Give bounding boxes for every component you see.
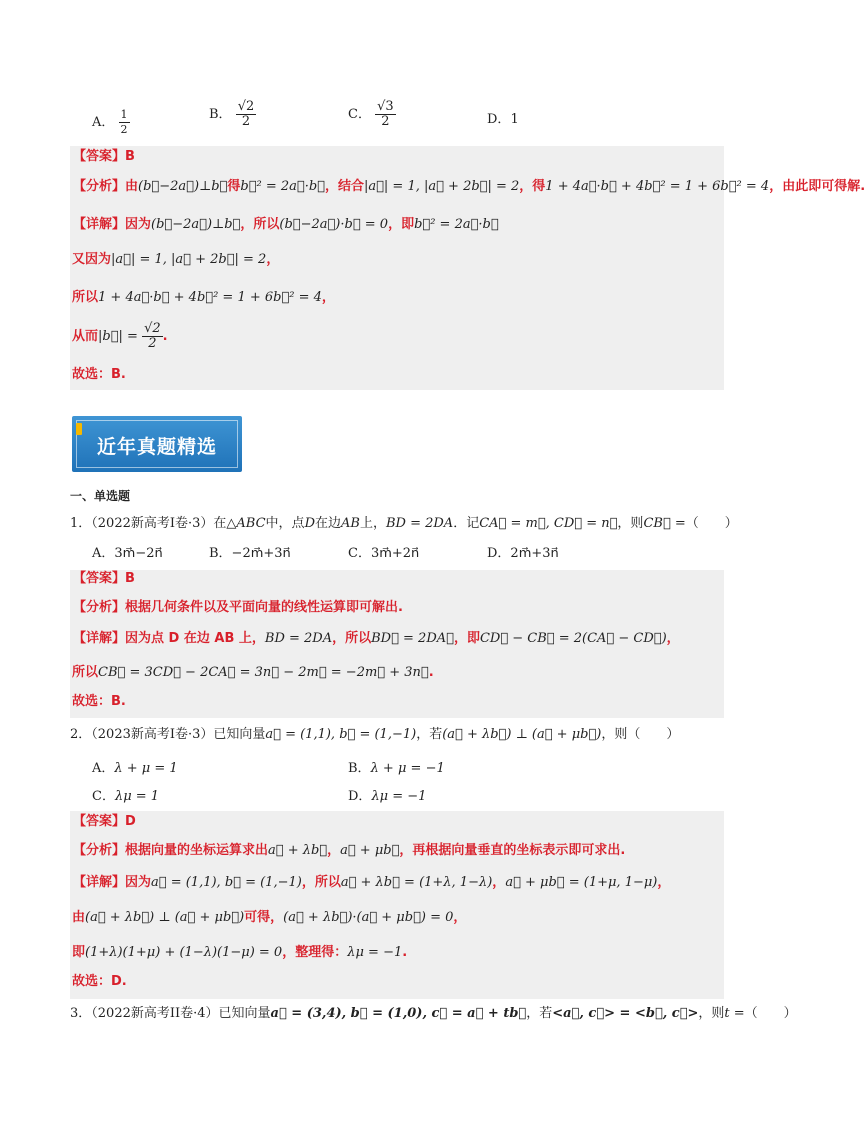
choice-line: 故选：D.	[72, 974, 127, 989]
option-a: A．λ + μ = 1	[92, 761, 178, 776]
question-2: 2．（2023新高考I卷·3）已知向量a⃗ = (1,1), b⃗ = (1,−1)，若(a⃗ + λb⃗) ⊥ (a⃗ + μb⃗)，则（ ）	[70, 727, 680, 742]
option-d: D．λμ = −1	[348, 789, 427, 804]
detail-line: 【详解】因为点 D 在边 AB 上，BD = 2DA，所以BD⃗ = 2DA⃗，即CD⃗ − CB⃗ = 2(CA⃗ − CD⃗)，	[73, 631, 680, 646]
analysis-line: 【分析】根据向量的坐标运算求出a⃗ + λb⃗，a⃗ + μb⃗，再根据向量垂直的坐标表示即可求出.	[73, 843, 626, 858]
option-c: C． $\frac{√3}{2}$	[348, 99, 394, 129]
answer-line: 【答案】D	[73, 814, 136, 829]
detail-line: 又因为|a⃗| = 1, |a⃗ + 2b⃗| = 2，	[72, 252, 280, 267]
option-d: D．1	[487, 112, 519, 127]
option-b: B．−2m⃗+3n⃗	[209, 546, 291, 561]
section-heading: 近年真题精选	[72, 416, 242, 472]
option-b: B． $\frac{√2}{2}$	[209, 99, 255, 129]
choice-line: 故选：B.	[72, 694, 126, 709]
analysis-line: 【分析】根据几何条件以及平面向量的线性运算即可解出.	[73, 600, 403, 615]
option-c: C．λμ = 1	[92, 789, 160, 804]
fraction: $\frac{√2}{2}$	[144, 321, 161, 351]
fraction: $\frac{√3}{2}$	[377, 99, 394, 129]
detail-line: 所以CB⃗ = 3CD⃗ − 2CA⃗ = 3n⃗ − 2m⃗ = −2m⃗ + 3n⃗.	[72, 665, 434, 680]
choice-line: 故选：B.	[72, 367, 126, 382]
question-3: 3．（2022新高考II卷·4）已知向量a⃗ = (3,4), b⃗ = (1,0), c⃗ = a⃗ + tb⃗，若<a⃗, c⃗> = <b⃗, c⃗>，则t =（ ）	[70, 1006, 797, 1021]
option-b: B．λ + μ = −1	[348, 761, 445, 776]
detail-line: 由(a⃗ + λb⃗) ⊥ (a⃗ + μb⃗)可得，(a⃗ + λb⃗)·(a⃗ + μb⃗) = 0，	[72, 910, 467, 925]
detail-line: 【详解】因为(b⃗−2a⃗)⊥b⃗，所以(b⃗−2a⃗)·b⃗ = 0，即b⃗² = 2a⃗·b⃗	[73, 217, 499, 232]
option-a: A． $\frac{1}{2}$	[92, 108, 128, 136]
detail-line: 即(1+λ)(1+μ) + (1−λ)(1−μ) = 0，整理得：λμ = −1.	[72, 945, 408, 960]
section-label: 一、单选题	[70, 489, 131, 503]
analysis-line: 【分析】由(b⃗−2a⃗)⊥b⃗得b⃗² = 2a⃗·b⃗，结合|a⃗| = 1, |a⃗ + 2b⃗| = 2，得1 + 4a⃗·b⃗ + 4b⃗² = 1 + 6b⃗² = 4，由此即可得解.	[73, 179, 865, 194]
fraction: $\frac{√2}{2}$	[237, 99, 255, 129]
answer-line: 【答案】B	[73, 149, 135, 164]
question-1: 1．（2022新高考I卷·3）在△ABC中，点D在边AB上，BD = 2DA．记CA⃗ = m⃗, CD⃗ = n⃗，则CB⃗ =（ ）	[70, 516, 738, 531]
fraction: $\frac{1}{2}$	[120, 108, 128, 136]
option-d: D．2m⃗+3n⃗	[487, 546, 559, 561]
detail-line: 【详解】因为a⃗ = (1,1), b⃗ = (1,−1)，所以a⃗ + λb⃗ = (1+λ, 1−λ)，a⃗ + μb⃗ = (1+μ, 1−μ)，	[73, 875, 671, 890]
answer-box	[70, 811, 724, 999]
detail-line: 从而|b⃗| = $\frac{√2}{2}$ .	[72, 321, 168, 351]
detail-line: 所以1 + 4a⃗·b⃗ + 4b⃗² = 1 + 6b⃗² = 4，	[72, 290, 335, 305]
option-c: C．3m⃗+2n⃗	[348, 546, 420, 561]
answer-line: 【答案】B	[73, 571, 135, 586]
option-a: A．3m⃗−2n⃗	[92, 546, 163, 561]
